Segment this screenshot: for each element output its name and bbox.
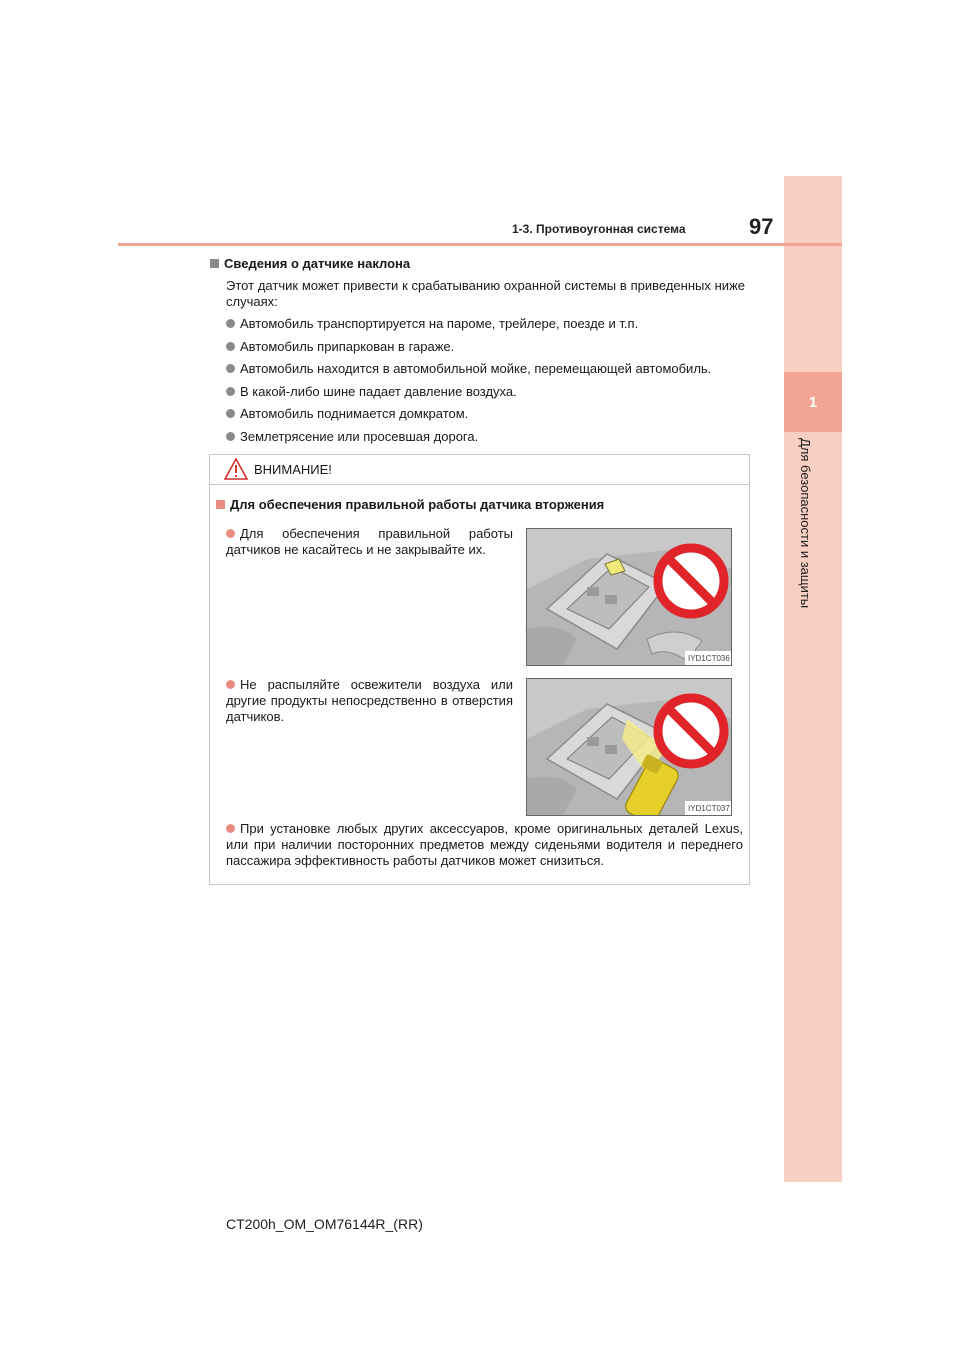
- bullet-icon: [226, 409, 235, 418]
- square-bullet-icon: [210, 259, 219, 268]
- image-code: IYD1CT036: [688, 654, 730, 663]
- warning-item: Для обеспечения правильной работы датчиков не касайтесь и не закрывайте их.: [226, 526, 513, 557]
- list-item: Автомобиль поднимается домкратом.: [226, 406, 468, 422]
- page-number: 97: [749, 214, 774, 239]
- list-item: Автомобиль припаркован в гараже.: [226, 339, 454, 355]
- square-bullet-icon: [216, 500, 225, 509]
- section-title: 1-3. Противоугонная система: [512, 222, 686, 236]
- list-item: Землетрясение или просевшая дорога.: [226, 429, 478, 445]
- bullet-icon: [226, 319, 235, 328]
- bullet-icon: [226, 342, 235, 351]
- air-freshener-illustration: [527, 679, 732, 816]
- tilt-heading: Сведения о датчике наклона: [210, 256, 410, 272]
- bullet-icon: [226, 364, 235, 373]
- bullet-icon: [226, 387, 235, 396]
- list-item: Автомобиль транспортируется на пароме, трейлере, поезде и т.п.: [226, 316, 638, 332]
- warning-triangle-icon: [223, 457, 249, 481]
- overhead-console-illustration: [527, 529, 732, 666]
- warning-item: При установке любых других аксессуаров, кроме оригинальных деталей Lexus, или при наличии посторонних предметов между сиденьями водителя и переднего пассажира эффективность работы датчиков может снизиться.: [226, 821, 743, 868]
- bullet-icon: [226, 680, 235, 689]
- spray-photo: [526, 678, 732, 816]
- warning-header: [210, 455, 749, 485]
- bullet-icon: [226, 432, 235, 441]
- list-item: В какой-либо шине падает давление воздуха.: [226, 384, 517, 400]
- tilt-intro: Этот датчик может привести к срабатыванию охранной системы в приведенных ниже случаях:: [226, 278, 745, 309]
- bullet-icon: [226, 824, 235, 833]
- warning-item: Не распыляйте освежители воздуха или другие продукты непосредственно в отверстия датчиков.: [226, 677, 513, 724]
- list-item: Автомобиль находится в автомобильной мойке, перемещающей автомобиль.: [226, 361, 711, 377]
- header-rule: [118, 243, 842, 246]
- sensor-photo: [526, 528, 732, 666]
- footer-model: CT200h_OM_OM76144R_(RR): [226, 1216, 423, 1232]
- warning-heading: Для обеспечения правильной работы датчика вторжения: [216, 497, 604, 513]
- bullet-icon: [226, 529, 235, 538]
- side-tab-number: 1: [784, 372, 842, 432]
- side-tab: [784, 176, 842, 1182]
- warning-title: ВНИМАНИЕ!: [254, 462, 332, 477]
- image-code: IYD1CT037: [688, 804, 730, 813]
- warning-box: [209, 454, 750, 885]
- side-tab-label: Для безопасности и защиты: [798, 438, 813, 609]
